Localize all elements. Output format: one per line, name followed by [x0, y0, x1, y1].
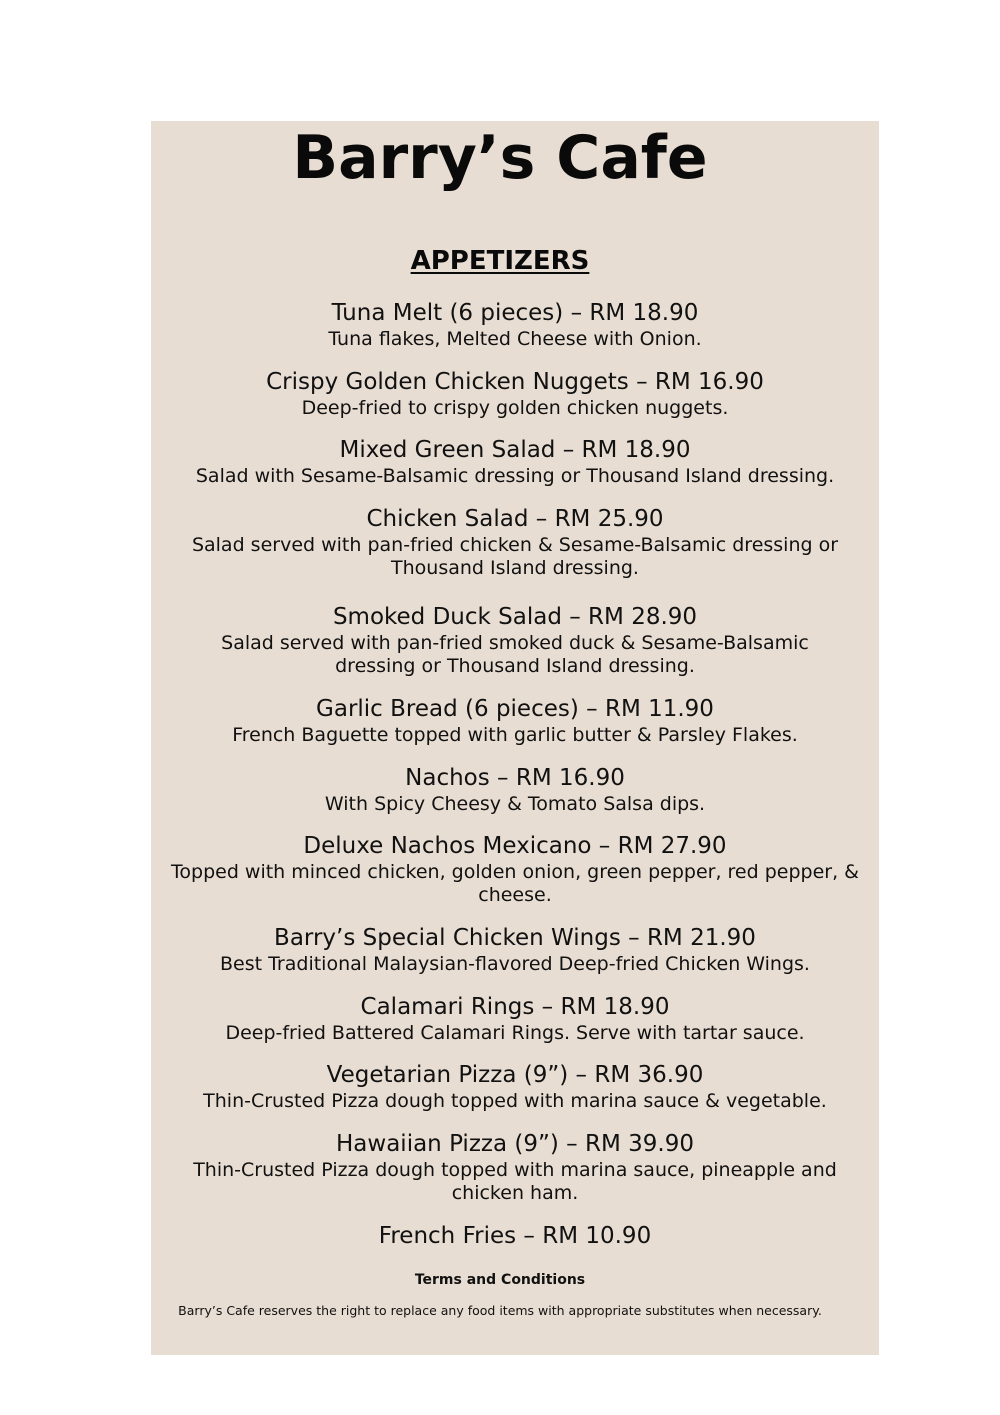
menu-item	[151, 435, 879, 488]
item-description: Tuna flakes, Melted Cheese with Onion.	[328, 328, 702, 350]
item-description: Topped with minced chicken, golden onion, green pepper, red pepper, & cheese.	[171, 861, 859, 906]
menu-item	[151, 298, 879, 351]
item-title: Vegetarian Pizza (9”) – RM 36.90	[326, 1062, 704, 1088]
item-description: French Baguette topped with garlic butter & Parsley Flakes.	[232, 724, 798, 746]
item-title: Nachos – RM 16.90	[405, 765, 625, 791]
item-description: With Spicy Cheesy & Tomato Salsa dips.	[324, 793, 706, 815]
menu-item	[151, 831, 879, 907]
item-title: Calamari Rings – RM 18.90	[360, 994, 670, 1020]
menu-item	[151, 1060, 879, 1113]
terms-text: Barry’s Cafe reserves the right to replace any food items with appropriate substitutes when necessary.	[178, 1303, 822, 1318]
item-title: Hawaiian Pizza (9”) – RM 39.90	[336, 1131, 694, 1157]
item-description: Best Traditional Malaysian-flavored Deep-fried Chicken Wings.	[220, 953, 810, 975]
item-description: Thin-Crusted Pizza dough topped with marina sauce, pineapple and chicken ham.	[193, 1159, 837, 1204]
item-title: Mixed Green Salad – RM 18.90	[339, 437, 691, 463]
menu-item	[151, 504, 879, 580]
menu-item	[151, 1129, 879, 1205]
item-title: Garlic Bread (6 pieces) – RM 11.90	[316, 696, 714, 722]
terms-heading: Terms and Conditions	[414, 1272, 586, 1288]
item-description: Salad with Sesame-Balsamic dressing or Thousand Island dressing.	[195, 465, 835, 487]
item-title: Barry’s Special Chicken Wings – RM 21.90	[274, 925, 756, 951]
item-description: Salad served with pan-fried smoked duck & Sesame-Balsamic dressing or Thousand Island dressing.	[221, 632, 809, 677]
item-title: Crispy Golden Chicken Nuggets – RM 16.90	[266, 369, 764, 395]
item-description: Thin-Crusted Pizza dough topped with marina sauce & vegetable.	[203, 1090, 827, 1112]
item-title: Smoked Duck Salad – RM 28.90	[332, 604, 698, 630]
item-description: Deep-fried Battered Calamari Rings. Serve with tartar sauce.	[225, 1022, 805, 1044]
menu-item	[151, 694, 879, 747]
menu-item	[151, 923, 879, 976]
menu-item	[151, 1221, 879, 1251]
item-title: Deluxe Nachos Mexicano – RM 27.90	[303, 833, 727, 859]
menu-item	[151, 367, 879, 420]
menu-item	[151, 992, 879, 1045]
item-title: Chicken Salad – RM 25.90	[366, 506, 664, 532]
item-title: French Fries – RM 10.90	[378, 1223, 652, 1249]
section-heading-appetizers: APPETIZERS	[410, 246, 590, 276]
menu-item	[151, 763, 879, 816]
menu-item	[151, 602, 879, 678]
item-description: Salad served with pan-fried chicken & Sesame-Balsamic dressing or Thousand Island dressing.	[191, 534, 839, 579]
cafe-name: Barry’s Cafe	[292, 123, 708, 193]
item-description: Deep-fried to crispy golden chicken nuggets.	[301, 397, 729, 419]
item-title: Tuna Melt (6 pieces) – RM 18.90	[331, 300, 699, 326]
